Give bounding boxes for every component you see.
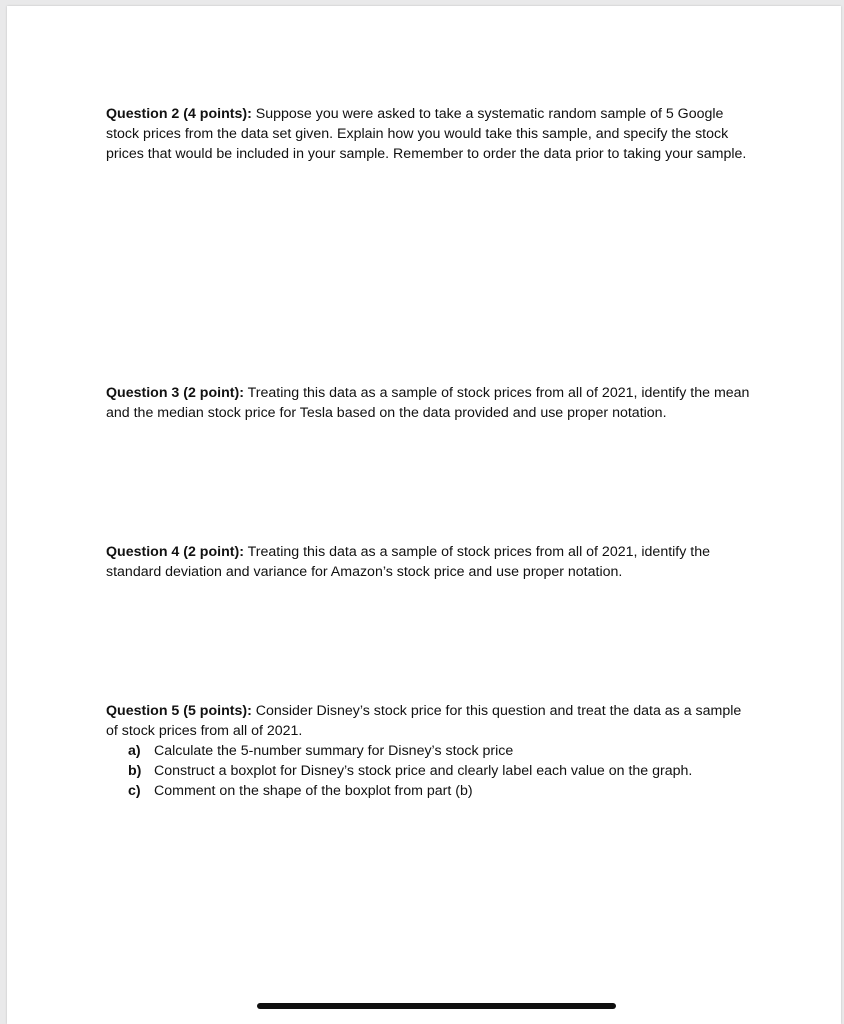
part-c-text: Comment on the shape of the boxplot from part (b) — [154, 783, 473, 799]
question-4-text: Treating this data as a sample of stock prices from all of 2021, identify the standard deviation and variance for Amazon’s stock price and use proper notation. — [106, 544, 710, 580]
part-a-text: Calculate the 5-number summary for Disney’s stock price — [154, 743, 514, 759]
question-2-text: Suppose you were asked to take a systematic random sample of 5 Google stock prices from the data set given. Explain how you would take this sample, and specify the stock prices that would be included in your sample. Remember to order the data prior to taking your sample. — [106, 106, 747, 162]
question-4-heading: Question 4 (2 point): — [106, 544, 244, 560]
question-2 — [106, 104, 756, 164]
document-page[interactable] — [7, 6, 841, 1024]
question-2-heading: Question 2 (4 points): — [106, 106, 252, 122]
question-5-text: Consider Disney’s stock price for this question and treat the data as a sample of stock prices from all of 2021. — [106, 703, 742, 739]
question-3 — [106, 383, 756, 423]
question-3-text: Treating this data as a sample of stock prices from all of 2021, identify the mean and the median stock price for Tesla based on the data provided and use proper notation. — [106, 385, 750, 421]
question-5-prompt — [106, 701, 756, 741]
question-5 — [106, 701, 756, 801]
home-indicator[interactable] — [257, 1003, 616, 1009]
part-b-text: Construct a boxplot for Disney’s stock price and clearly label each value on the graph. — [154, 763, 693, 779]
question-5-parts — [106, 741, 756, 801]
question-3-heading: Question 3 (2 point): — [106, 385, 244, 401]
question-5-part-a — [128, 741, 756, 761]
question-5-part-b — [128, 761, 756, 781]
question-4 — [106, 542, 756, 582]
question-5-heading: Question 5 (5 points): — [106, 703, 252, 719]
part-c-label: c) — [128, 783, 141, 799]
question-5-part-c — [128, 781, 756, 801]
part-b-label: b) — [128, 763, 142, 779]
part-a-label: a) — [128, 743, 141, 759]
